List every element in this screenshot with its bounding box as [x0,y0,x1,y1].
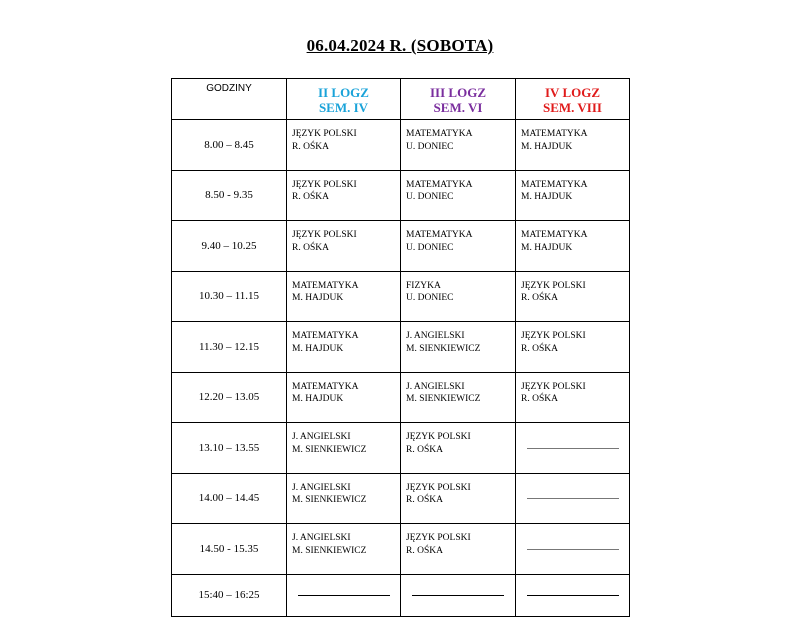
lesson-cell [287,372,401,423]
schedule-table [171,78,630,617]
empty-cell [516,574,630,617]
time-slot: 13.10 – 13.55 [172,423,287,474]
lesson-subject: JĘZYK POLSKI [521,331,586,341]
lesson-teacher: R. OŚKA [406,545,443,556]
lesson-teacher: R. OŚKA [521,293,558,303]
lesson-cell [516,322,630,373]
lesson-subject: J. ANGIELSKI [406,331,465,341]
lesson-subject: JĘZYK POLSKI [406,432,471,442]
lesson-cell [401,170,516,221]
time-slot: 8.00 – 8.45 [172,120,287,171]
lesson-cell [287,423,401,474]
lesson-cell [516,271,630,322]
page-title: 06.04.2024 R. (SOBOTA) [306,36,494,55]
lesson-cell [401,524,516,575]
lesson-teacher: U. DONIEC [406,293,454,303]
time-slot: 15:40 – 16:25 [172,574,287,617]
time-slot: 12.20 – 13.05 [172,372,287,423]
lesson-teacher: M. SIENKIEWICZ [292,495,367,505]
lesson-subject: JĘZYK POLSKI [292,230,357,240]
lesson-teacher: M. HAJDUK [292,293,344,303]
lesson-teacher: R. OŚKA [406,444,443,455]
lesson-cell [287,524,401,575]
empty-dash [298,595,390,596]
lesson-teacher: R. OŚKA [292,141,329,152]
lesson-cell [287,170,401,221]
empty-dash [412,595,504,596]
lesson-cell [401,423,516,474]
lesson-subject: MATEMATYKA [406,129,473,139]
lesson-subject: JĘZYK POLSKI [521,280,586,291]
lesson-subject: MATEMATYKA [292,280,359,291]
group-semester: SEM. IV [318,100,369,115]
lesson-cell [401,372,516,423]
lesson-subject: MATEMATYKA [292,381,359,392]
lesson-subject: JĘZYK POLSKI [521,381,586,392]
table-row [172,372,630,423]
time-slot: 9.40 – 10.25 [172,221,287,272]
lesson-subject: J. ANGIELSKI [406,381,465,392]
lesson-teacher: M. HAJDUK [521,242,573,253]
group-semester: SEM. VIII [542,100,602,115]
lesson-cell [401,322,516,373]
empty-cell [401,574,516,617]
group-name: II LOGZ [318,85,369,100]
header-group-1 [287,79,401,120]
lesson-subject: MATEMATYKA [406,230,473,240]
lesson-cell [401,221,516,272]
lesson-teacher: R. OŚKA [292,192,329,202]
lesson-subject: JĘZYK POLSKI [292,129,357,139]
lesson-cell [287,221,401,272]
group-semester: SEM. VI [433,100,483,115]
lesson-subject: MATEMATYKA [521,129,588,139]
lesson-subject: MATEMATYKA [521,230,588,240]
time-slot: 11.30 – 12.15 [172,322,287,373]
lesson-teacher: M. HAJDUK [292,343,344,354]
lesson-cell [287,473,401,524]
table-row [172,322,630,373]
lesson-subject: J. ANGIELSKI [292,432,351,442]
lesson-cell [287,120,401,171]
header-hours: GODZINY [172,79,287,120]
lesson-teacher: R. OŚKA [521,343,558,354]
lesson-teacher: U. DONIEC [406,192,454,202]
empty-cell [287,574,401,617]
lesson-teacher: R. OŚKA [292,242,329,253]
lesson-cell [516,120,630,171]
lesson-teacher: M. SIENKIEWICZ [406,394,481,404]
header-row [172,79,630,120]
table-row [172,423,630,474]
group-name: IV LOGZ [544,85,601,100]
table-row [172,271,630,322]
lesson-teacher: U. DONIEC [406,141,454,152]
lesson-subject: FIZYKA [406,280,441,291]
table-row [172,221,630,272]
lesson-cell [401,271,516,322]
lesson-teacher: M. SIENKIEWICZ [292,444,367,455]
group-name: III LOGZ [430,85,486,100]
time-slot: 8.50 - 9.35 [172,170,287,221]
table-row [172,574,630,617]
header-group-3 [516,79,630,120]
lesson-subject: MATEMATYKA [521,179,588,190]
lesson-teacher: R. OŚKA [406,495,443,505]
lesson-teacher: M. HAJDUK [521,141,573,152]
lesson-teacher: R. OŚKA [521,394,558,404]
lesson-teacher: M. HAJDUK [521,192,573,202]
lesson-subject: JĘZYK POLSKI [406,482,471,493]
table-row [172,120,630,171]
lesson-cell [401,120,516,171]
time-slot: 14.00 – 14.45 [172,473,287,524]
empty-dash [527,498,619,499]
lesson-subject: MATEMATYKA [406,179,473,190]
lesson-cell [516,170,630,221]
empty-dash [527,549,619,550]
lesson-cell [287,271,401,322]
empty-cell [516,473,630,524]
table-row [172,170,630,221]
table-row [172,524,630,575]
lesson-teacher: M. HAJDUK [292,394,344,404]
empty-cell [516,423,630,474]
empty-cell [516,524,630,575]
lesson-teacher: M. SIENKIEWICZ [292,545,367,556]
lesson-cell [401,473,516,524]
lesson-subject: JĘZYK POLSKI [406,533,471,543]
lesson-teacher: U. DONIEC [406,242,454,253]
lesson-subject: JĘZYK POLSKI [292,179,357,190]
table-row [172,473,630,524]
lesson-subject: J. ANGIELSKI [292,533,351,543]
lesson-cell [287,322,401,373]
lesson-subject: MATEMATYKA [292,331,359,341]
time-slot: 14.50 - 15.35 [172,524,287,575]
lesson-cell [516,221,630,272]
time-slot: 10.30 – 11.15 [172,271,287,322]
header-group-2 [401,79,516,120]
empty-dash [527,595,619,596]
lesson-subject: J. ANGIELSKI [292,482,351,493]
lesson-cell [516,372,630,423]
lesson-teacher: M. SIENKIEWICZ [406,343,481,354]
empty-dash [527,448,619,449]
